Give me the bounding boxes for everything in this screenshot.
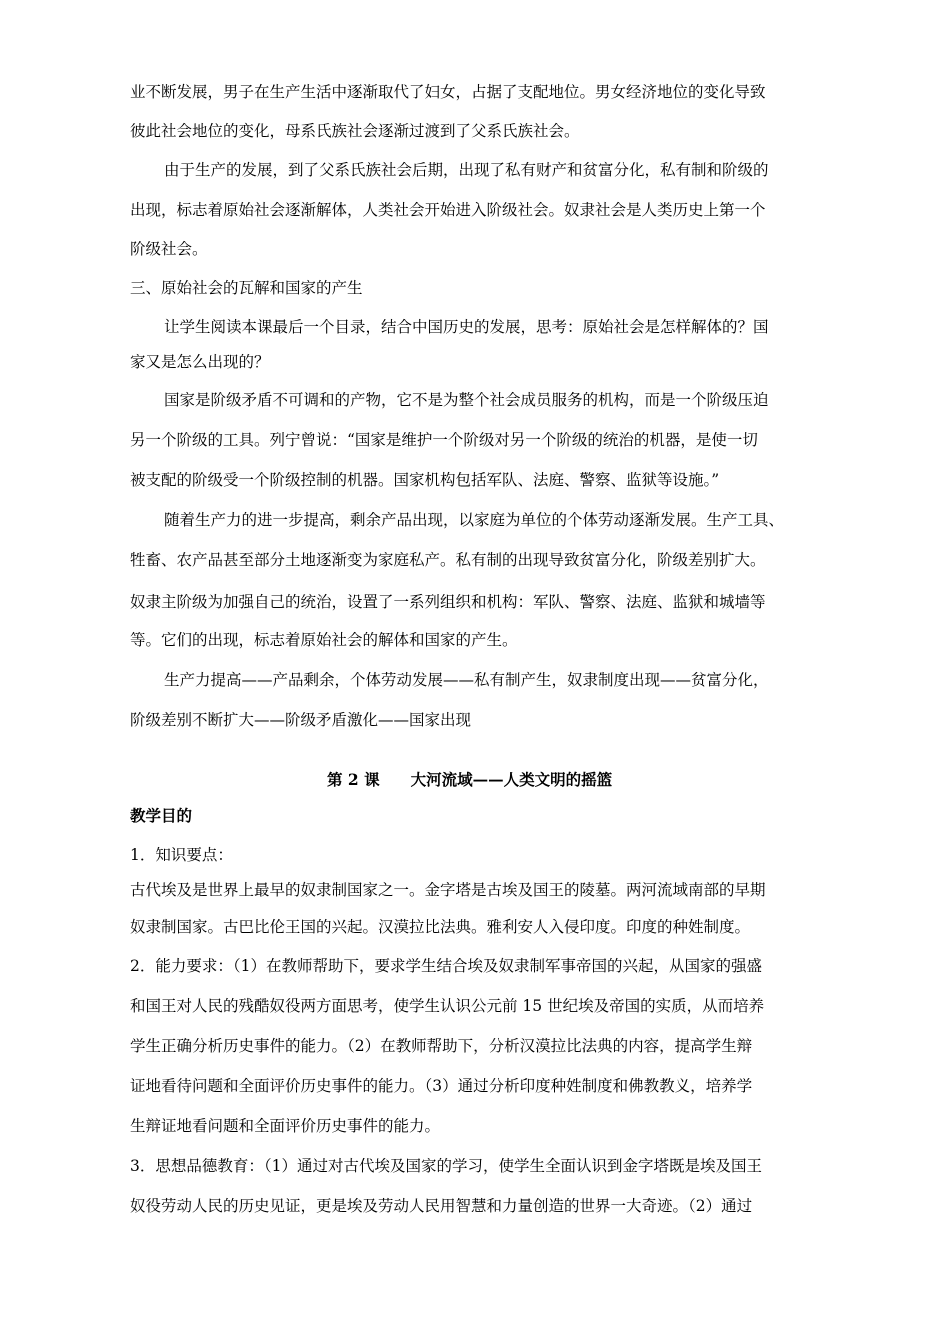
paragraph-line: 出现，标志着原始社会逐渐解体，人类社会开始进入阶级社会。奴隶社会是人类历史上第一个 <box>130 201 766 219</box>
paragraph-line: 业不断发展，男子在生产生活中逐渐取代了妇女，占据了支配地位。男女经济地位的变化导致 <box>130 83 766 101</box>
paragraph-line: 另一个阶级的工具。列宁曾说：“国家是维护一个阶级对另一个阶级的统治的机器，是使一切 <box>130 431 758 449</box>
paragraph-line: 证地看待问题和全面评价历史事件的能力。（3）通过分析印度种姓制度和佛教教义，培养学 <box>130 1077 753 1095</box>
paragraph-line: 生产力提高——产品剩余，个体劳动发展——私有制产生，奴隶制度出现——贫富分化， <box>164 671 769 689</box>
paragraph-line: 被支配的阶级受一个阶级控制的机器。国家机构包括军队、法庭、警察、监狱等设施。” <box>130 471 720 489</box>
paragraph-line: 让学生阅读本课最后一个目录，结合中国历史的发展，思考：原始社会是怎样解体的？国 <box>164 318 769 336</box>
paragraph-line: 国家是阶级矛盾不可调和的产物，它不是为整个社会成员服务的机构，而是一个阶级压迫 <box>164 391 769 409</box>
paragraph-line: 等。它们的出现，标志着原始社会的解体和国家的产生。 <box>130 631 518 649</box>
list-item: 3．思想品德教育：（1）通过对古代埃及国家的学习，使学生全面认识到金字塔既是埃及国王 <box>130 1157 762 1175</box>
paragraph-line: 家又是怎么出现的？ <box>130 353 270 371</box>
section-heading: 三、原始社会的瓦解和国家的产生 <box>130 279 363 297</box>
paragraph-line: 牲畜、农产品甚至部分土地逐渐变为家庭私产。私有制的出现导致贫富分化，阶级差别扩大。 <box>130 551 766 569</box>
paragraph-line: 阶级差别不断扩大——阶级矛盾激化——国家出现 <box>130 711 472 729</box>
paragraph-line: 学生正确分析历史事件的能力。（2）在教师帮助下，分析汉漠拉比法典的内容，提高学生辩 <box>130 1037 753 1055</box>
paragraph-line: 奴役劳动人民的历史见证，更是埃及劳动人民用智慧和力量创造的世界一大奇迹。（2）通过 <box>130 1197 753 1215</box>
paragraph-line: 奴隶制国家。古巴比伦王国的兴起。汉漠拉比法典。雅利安人入侵印度。印度的种姓制度。 <box>130 918 751 936</box>
list-item: 2．能力要求：（1）在教师帮助下，要求学生结合埃及奴隶制军事帝国的兴起，从国家的强盛 <box>130 957 762 975</box>
paragraph-line: 奴隶主阶级为加强自己的统治，设置了一系列组织和机构：军队、警察、法庭、监狱和城墙等 <box>130 593 766 611</box>
lesson-title: 第 2 课 大河流域——人类文明的摇篮 <box>327 770 613 789</box>
paragraph-line: 阶级社会。 <box>130 240 208 258</box>
list-item-label: 1．知识要点： <box>130 846 233 864</box>
paragraph-line: 彼此社会地位的变化，母系氏族社会逐渐过渡到了父系氏族社会。 <box>130 122 580 140</box>
paragraph-line: 随着生产力的进一步提高，剩余产品出现，以家庭为单位的个体劳动逐渐发展。生产工具、 <box>164 511 785 529</box>
paragraph-line: 生辩证地看问题和全面评价历史事件的能力。 <box>130 1117 441 1135</box>
subsection-heading: 教学目的 <box>130 806 193 825</box>
paragraph-line: 由于生产的发展，到了父系氏族社会后期，出现了私有财产和贫富分化，私有制和阶级的 <box>164 161 769 179</box>
paragraph-line: 和国王对人民的残酷奴役两方面思考，使学生认识公元前 15 世纪埃及帝国的实质，从而培养 <box>130 997 765 1015</box>
paragraph-line: 古代埃及是世界上最早的奴隶制国家之一。金字塔是古埃及国王的陵墓。两河流域南部的早期 <box>130 881 766 899</box>
